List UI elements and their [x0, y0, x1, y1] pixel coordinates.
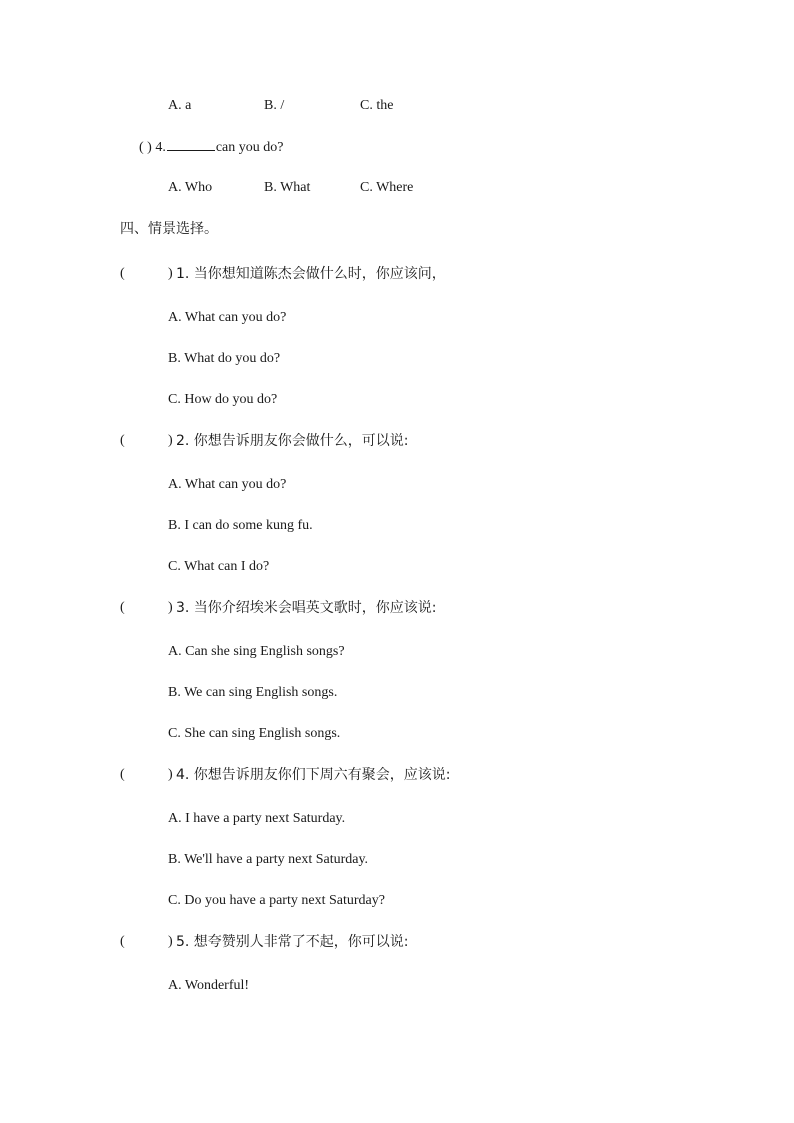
question-text: can you do? — [215, 140, 284, 155]
q5-option-a: A. Wonderful! — [168, 978, 250, 993]
q3-option-b: B. We can sing English songs. — [168, 685, 338, 700]
q4s-option-a: A. I have a party next Saturday. — [168, 811, 346, 826]
section-heading: 四、情景选择。 — [120, 221, 218, 237]
answer-paren-close: ) — [168, 433, 173, 448]
q4-option-c: C. Where — [360, 180, 414, 195]
answer-paren[interactable]: ( ) — [139, 140, 152, 155]
question-prompt: 5. 想夸赞别人非常了不起，你可以说: — [176, 934, 409, 950]
answer-paren-open[interactable]: ( — [120, 433, 125, 448]
q4-option-b: B. What — [264, 180, 311, 195]
answer-paren-close: ) — [168, 600, 173, 615]
q2-option-a: A. What can you do? — [168, 477, 287, 492]
answer-paren-close: ) — [168, 934, 173, 949]
q3-option-b: B. / — [264, 98, 285, 113]
q1-option-b: B. What do you do? — [168, 351, 281, 366]
q2-option-c: C. What can I do? — [168, 559, 270, 574]
fill-blank[interactable] — [167, 137, 215, 151]
answer-paren-open[interactable]: ( — [120, 934, 125, 949]
question-prompt: 4. 你想告诉朋友你们下周六有聚会，应该说: — [176, 767, 451, 783]
q3-option-c: C. She can sing English songs. — [168, 726, 341, 741]
question-number: 4. — [155, 140, 166, 155]
answer-paren-close: ) — [168, 266, 173, 281]
q1-option-c: C. How do you do? — [168, 392, 278, 407]
answer-paren-open[interactable]: ( — [120, 266, 125, 281]
question-prompt: 2. 你想告诉朋友你会做什么，可以说: — [176, 433, 409, 449]
q4-option-a: A. Who — [168, 180, 213, 195]
q4s-option-c: C. Do you have a party next Saturday? — [168, 893, 385, 908]
q2-option-b: B. I can do some kung fu. — [168, 518, 313, 533]
q3-option-a: A. Can she sing English songs? — [168, 644, 345, 659]
q3-option-a: A. a — [168, 98, 192, 113]
answer-paren-close: ) — [168, 767, 173, 782]
question-4 — [139, 137, 283, 158]
q3-option-c: C. the — [360, 98, 394, 113]
question-prompt: 1. 当你想知道陈杰会做什么时，你应该问， — [176, 266, 446, 282]
answer-paren-open[interactable]: ( — [120, 767, 125, 782]
question-prompt: 3. 当你介绍埃米会唱英文歌时，你应该说: — [176, 600, 437, 616]
answer-paren-open[interactable]: ( — [120, 600, 125, 615]
q1-option-a: A. What can you do? — [168, 310, 287, 325]
q4s-option-b: B. We'll have a party next Saturday. — [168, 852, 369, 867]
